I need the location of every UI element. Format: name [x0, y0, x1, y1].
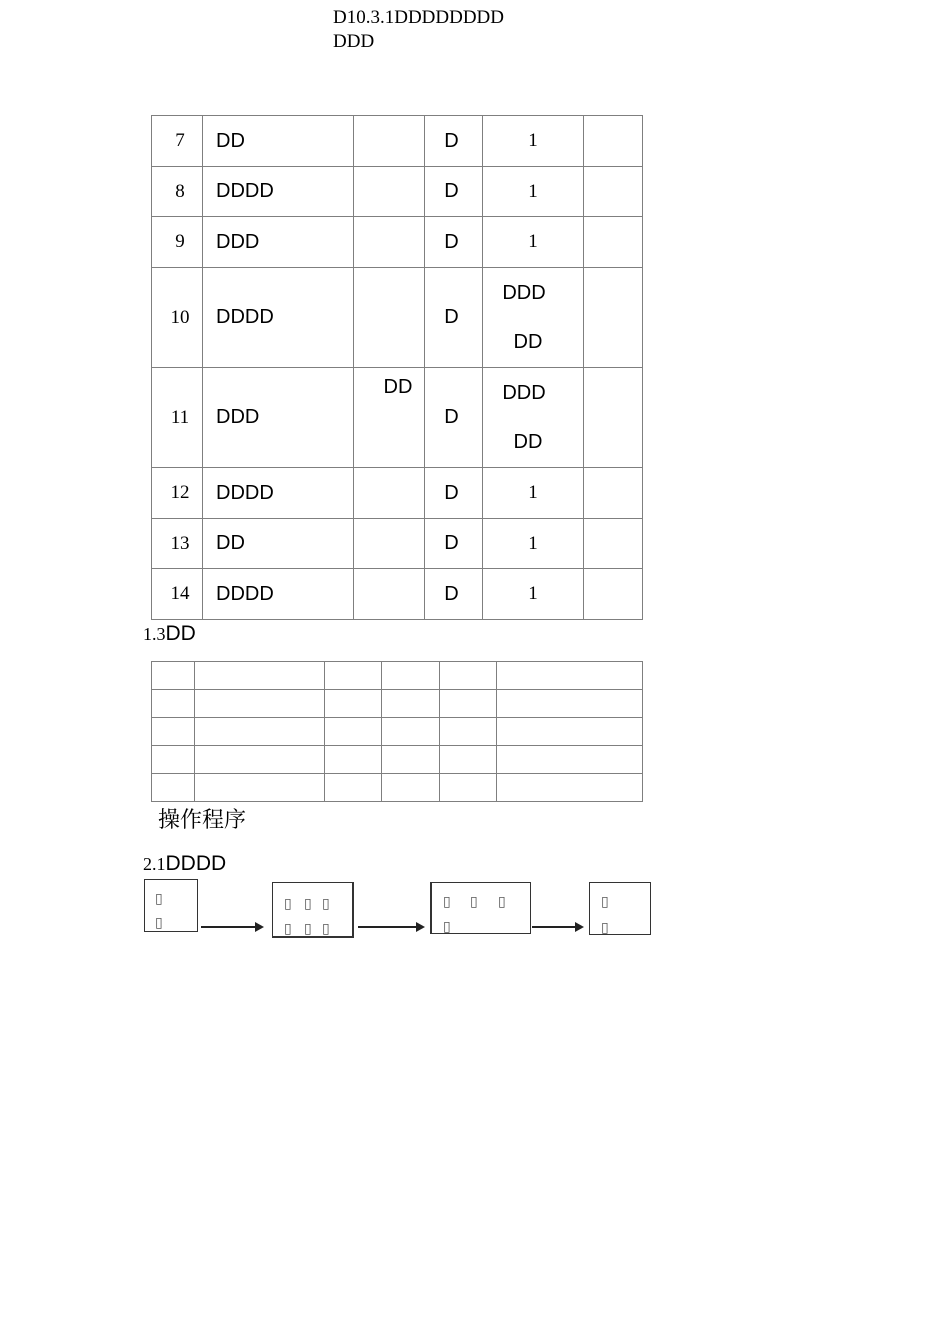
quantity-cell: 1	[483, 468, 584, 519]
remark-cell	[584, 268, 643, 368]
table-row	[152, 662, 643, 690]
item-name: DDDD	[203, 268, 354, 368]
table-row	[152, 468, 643, 519]
unit-cell: D	[425, 217, 483, 268]
table-row	[152, 519, 643, 569]
quantity-cell	[483, 368, 584, 468]
row-number: 13	[152, 519, 203, 569]
table-row	[152, 116, 643, 167]
spec-cell	[354, 519, 425, 569]
table-row	[152, 774, 643, 802]
item-name: DDD	[203, 368, 354, 468]
table-row	[152, 690, 643, 718]
table-row	[152, 368, 643, 468]
spec-cell	[354, 569, 425, 620]
flow-box-3	[430, 882, 531, 934]
remark-cell	[584, 167, 643, 217]
quantity-cell: 1	[483, 519, 584, 569]
missing-glyph: ▯	[304, 920, 312, 936]
flow-arrow-3	[532, 926, 582, 928]
quantity-cell: 1	[483, 167, 584, 217]
missing-glyph: ▯	[155, 914, 163, 930]
table-row	[152, 217, 643, 268]
unit-cell: D	[425, 519, 483, 569]
quantity-line-1: DDD	[502, 381, 546, 404]
row-number: 9	[152, 217, 203, 268]
item-name: DDDD	[203, 569, 354, 620]
missing-glyph: ▯	[155, 890, 163, 906]
spec-cell	[354, 468, 425, 519]
missing-glyph: ▯	[284, 920, 292, 936]
missing-glyph: ▯	[284, 895, 292, 911]
missing-glyph: ▯	[601, 919, 609, 935]
section-2-heading: 操作程序	[158, 807, 247, 832]
table-row	[152, 718, 643, 746]
section-title: DD	[165, 622, 196, 645]
blank-table	[151, 661, 643, 802]
item-name: DDD	[203, 217, 354, 268]
equipment-table	[151, 115, 643, 620]
remark-cell	[584, 368, 643, 468]
spec-cell	[354, 116, 425, 167]
spec-cell	[354, 368, 425, 468]
row-number: 8	[152, 167, 203, 217]
remark-cell	[584, 468, 643, 519]
unit-cell: D	[425, 569, 483, 620]
section-number: 1.3	[143, 624, 166, 644]
remark-cell	[584, 116, 643, 167]
unit-cell: D	[425, 368, 483, 468]
unit-cell: D	[425, 268, 483, 368]
row-number: 10	[152, 268, 203, 368]
missing-glyph: ▯	[443, 893, 451, 909]
flow-arrow-1	[201, 926, 262, 928]
section-number: 2.1	[143, 854, 166, 874]
unit-cell: D	[425, 468, 483, 519]
unit-cell: D	[425, 167, 483, 217]
table-row	[152, 569, 643, 620]
header-line-1: D10.3.1DDDDDDDD	[333, 7, 504, 28]
table-row	[152, 167, 643, 217]
remark-cell	[584, 217, 643, 268]
section-1-3-heading	[143, 622, 196, 646]
flow-box-2	[272, 882, 354, 938]
missing-glyph: ▯	[498, 893, 506, 909]
quantity-cell	[483, 268, 584, 368]
quantity-cell: 1	[483, 217, 584, 268]
spec-text: DD	[383, 376, 413, 398]
header-line-2: DDD	[333, 31, 375, 52]
row-number: 11	[152, 368, 203, 468]
quantity-cell: 1	[483, 569, 584, 620]
spec-cell	[354, 217, 425, 268]
table-row	[152, 268, 643, 368]
spec-cell	[354, 268, 425, 368]
table-row	[152, 746, 643, 774]
missing-glyph: ▯	[322, 895, 330, 911]
remark-cell	[584, 519, 643, 569]
row-number: 14	[152, 569, 203, 620]
item-name: DD	[203, 519, 354, 569]
flow-box-4	[589, 882, 651, 935]
flow-arrow-2	[358, 926, 423, 928]
quantity-line-2: DD	[513, 430, 543, 453]
item-name: DDDD	[203, 167, 354, 217]
missing-glyph: ▯	[443, 918, 451, 934]
unit-cell: D	[425, 116, 483, 167]
missing-glyph: ▯	[304, 895, 312, 911]
item-name: DDDD	[203, 468, 354, 519]
quantity-line-2: DD	[513, 330, 543, 353]
remark-cell	[584, 569, 643, 620]
section-2-1-heading	[143, 852, 226, 876]
quantity-cell: 1	[483, 116, 584, 167]
missing-glyph: ▯	[470, 893, 478, 909]
row-number: 12	[152, 468, 203, 519]
section-title: DDDD	[165, 852, 227, 875]
quantity-line-1: DDD	[502, 281, 546, 304]
missing-glyph: ▯	[322, 920, 330, 936]
item-name: DD	[203, 116, 354, 167]
spec-cell	[354, 167, 425, 217]
row-number: 7	[152, 116, 203, 167]
missing-glyph: ▯	[601, 893, 609, 909]
flow-box-1	[144, 879, 198, 932]
